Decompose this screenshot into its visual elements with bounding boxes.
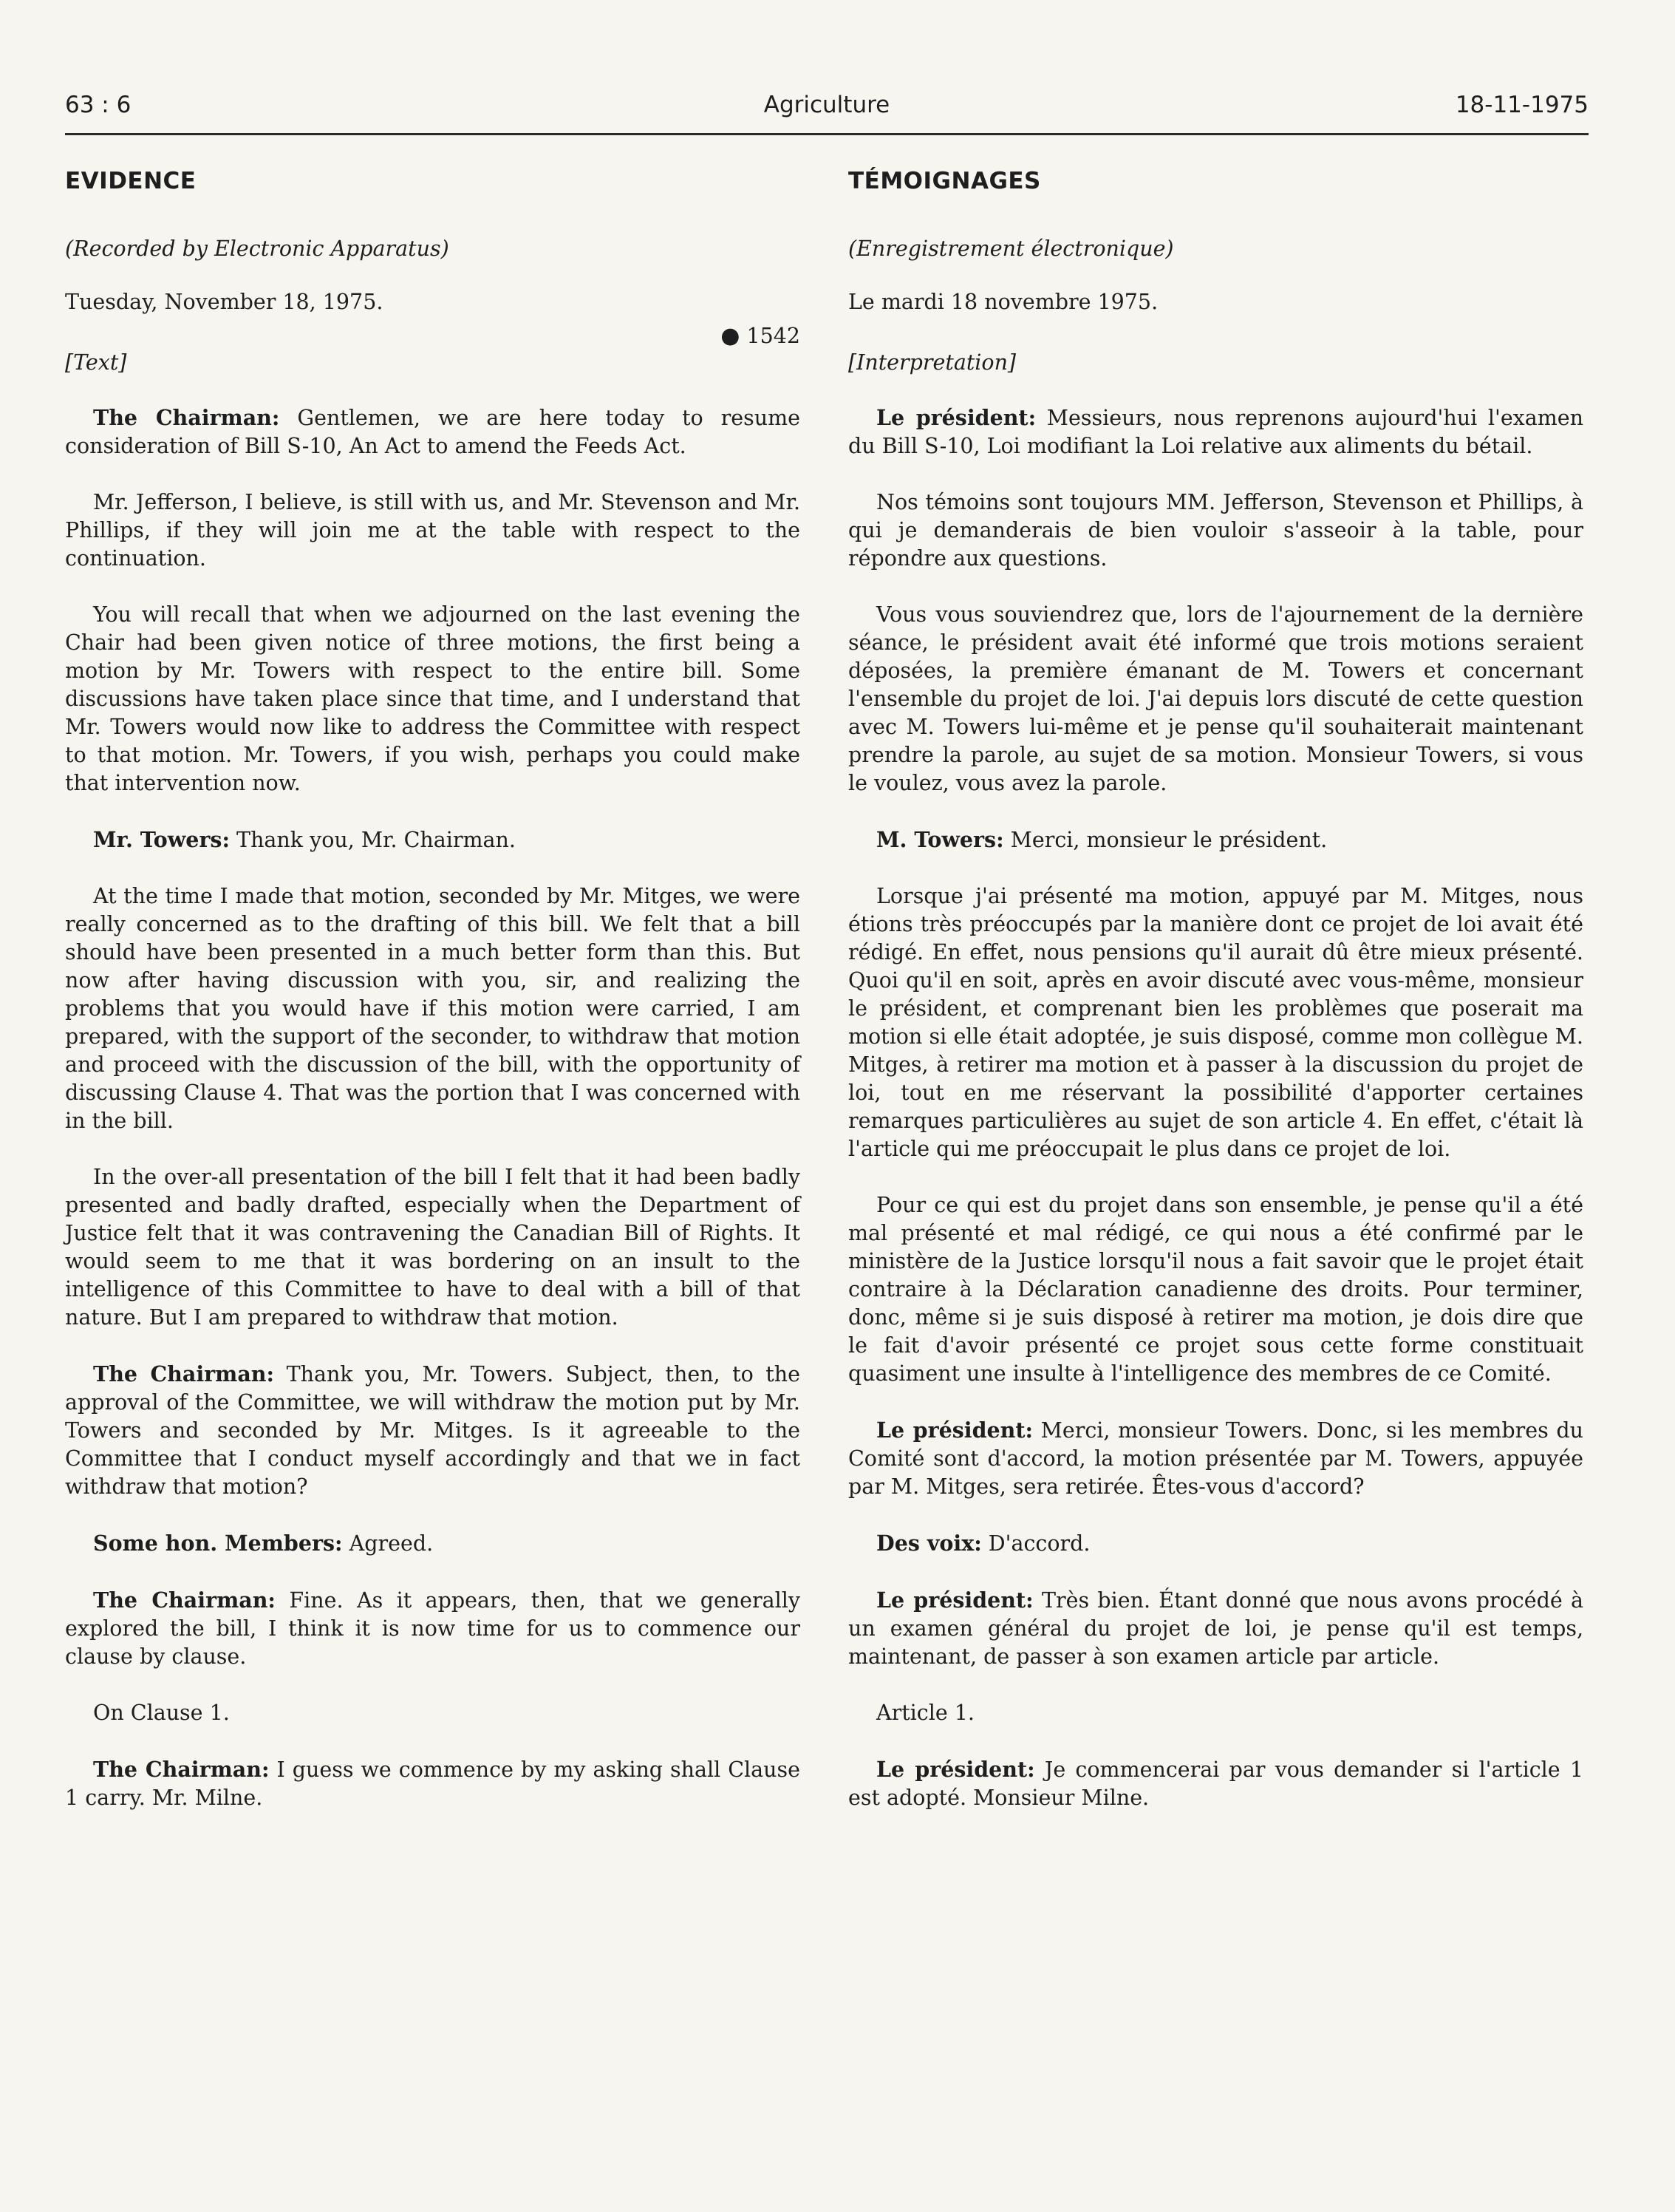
paragraph-text: Agreed. (342, 1531, 434, 1556)
paragraph-text: Pour ce qui est du projet dans son ensemble, je pense qu'il a été mal présenté et mal rédigé, ce qui nous a été confirmé par le ministère de la Justice lorsqu'il nous a fait savoir que le projet était contraire à la Déclaration canadienne des droits. Pour terminer, donc, même si je suis disposé à retirer ma motion, je dois dire que le fait d'avoir présenté ce projet sous cette forme constituait quasiment une insulte à l'intelligence des membres de ce Comité. (848, 1193, 1583, 1386)
paragraph-text: Mr. Jefferson, I believe, is still with us, and Mr. Stevenson and Mr. Phillips, if they will join me at the table with respect to the continuation. (65, 490, 800, 571)
paragraph-text: Lorsque j'ai présenté ma motion, appuyé par M. Mitges, nous étions très préoccupés par la manière dont ce projet de loi avait été rédigé. En effet, nous pensions qu'il aurait dû être mieux présenté. Quoi qu'il en soit, après en avoir discuté avec vous-même, monsieur le président, et comprenant bien les problèmes que poserait ma motion si elle était adoptée, je suis disposé, comme mon collègue M. Mitges, à retirer ma motion et à passer à la discussion du projet de loi, tout en me réservant la possibilité d'apporter certaines remarques particulières au sujet de son article 4. En effet, c'était là l'article qui me préoccupait le plus dans ce projet de loi. (848, 884, 1583, 1161)
transcript-paragraph (65, 882, 800, 1135)
paragraph-text: Nos témoins sont toujours MM. Jefferson, Stevenson et Phillips, à qui je demanderais de bien vouloir s'asseoir à la table, pour répondre aux questions. (848, 490, 1583, 571)
transcript-paragraph (848, 1755, 1583, 1812)
transcript-paragraph (848, 489, 1583, 573)
paragraph-text: On Clause 1. (93, 1701, 230, 1725)
transcript-paragraph (848, 601, 1583, 797)
paragraph-text: Messieurs, nous reprenons aujourd'hui l'examen du Bill S-10, Loi modifiant la Loi relative aux aliments du bétail. (848, 406, 1583, 458)
speaker-name: Le président: (876, 1757, 1035, 1782)
transcript-paragraph (65, 601, 800, 797)
paragraph-text: Merci, monsieur Towers. Donc, si les membres du Comité sont d'accord, la motion présentée par M. Towers, appuyée par M. Mitges, sera retirée. Êtes-vous d'accord? (848, 1418, 1583, 1499)
transcript-paragraph (65, 1699, 800, 1727)
speaker-name: The Chairman: (93, 1361, 275, 1386)
transcript-paragraph (848, 1191, 1583, 1388)
speaker-name: M. Towers: (876, 827, 1004, 852)
speaker-name: The Chairman: (93, 405, 280, 430)
sitting-date: Tuesday, November 18, 1975. (65, 290, 383, 314)
paragraph-text: Fine. As it appears, then, that we generally explored the bill, I think it is now time for us to commence our clause by clause. (65, 1588, 800, 1669)
speaker-name: Mr. Towers: (93, 827, 230, 852)
page-number: 63 : 6 (65, 92, 132, 118)
transcript-paragraph (65, 489, 800, 573)
paragraph-text: In the over-all presentation of the bill I felt that it had been badly presented and badly drafted, especially when the Department of Justice felt that it was contravening the Canadian Bill of Rights. It would seem to me that it was bordering on an insult to the intelligence of this Committee to have to deal with a bill of that nature. But I am prepared to withdraw that motion. (65, 1165, 800, 1330)
time-stamp: 1542 (746, 324, 800, 348)
transcript-paragraph (848, 404, 1583, 460)
page-header (65, 87, 1589, 135)
transcript-paragraph (848, 1586, 1583, 1671)
transcript-paragraph (848, 1416, 1583, 1501)
english-column (65, 167, 800, 1840)
paragraph-text: Article 1. (876, 1701, 975, 1725)
recording-note: (Recorded by Electronic Apparatus) (65, 236, 449, 261)
paragraph-text: At the time I made that motion, seconded by Mr. Mitges, we were really concerned as to the drafting of this bill. We felt that a bill should have been presented in a much better form than this. But now after having discussion with you, sir, and realizing the problems that you would have if this motion were carried, I am prepared, with the support of the seconder, to withdraw that motion and proceed with the discussion of the bill, with the opportunity of discussing Clause 4. That was the portion that I was concerned with in the bill. (65, 884, 800, 1133)
journal-title: Agriculture (763, 92, 890, 118)
french-column (848, 167, 1583, 1840)
transcript-paragraph (65, 404, 800, 460)
transcript-paragraph (848, 1529, 1583, 1558)
speaker-name: Le président: (876, 405, 1037, 430)
language-tag: [Text] (65, 350, 127, 375)
temoignages-heading: TÉMOIGNAGES (848, 168, 1041, 194)
paragraph-text: Je commencerai par vous demander si l'article 1 est adopté. Monsieur Milne. (848, 1757, 1584, 1810)
transcript-paragraph (848, 826, 1583, 854)
transcript-paragraph (65, 1755, 800, 1812)
paragraph-text: Thank you, Mr. Chairman. (230, 828, 516, 852)
french-transcript (848, 404, 1583, 1812)
paragraph-text: Gentlemen, we are here today to resume consideration of Bill S-10, An Act to amend the Feeds Act. (65, 406, 800, 458)
speaker-name: Des voix: (876, 1531, 982, 1556)
recording-note-fr: (Enregistrement électronique) (848, 236, 1174, 261)
english-transcript (65, 404, 800, 1812)
time-marker (720, 322, 800, 350)
transcript-paragraph (848, 882, 1583, 1163)
transcript-paragraph (848, 1699, 1583, 1727)
speaker-name: Some hon. Members: (93, 1531, 343, 1556)
paragraph-text: You will recall that when we adjourned on the last evening the Chair had been given notice of three motions, the first being a motion by Mr. Towers with respect to the entire bill. Some discussions have taken place since that time, and I understand that Mr. Towers would now like to address the Committee with respect to that motion. Mr. Towers, if you wish, perhaps you could make that intervention now. (65, 602, 800, 795)
paragraph-text: Vous vous souviendrez que, lors de l'ajournement de la dernière séance, le président avait été informé que trois motions seraient déposées, la première émanant de M. Towers et concernant l'ensemble du projet de loi. J'ai depuis lors discuté de cette question avec M. Towers lui-même et je pense qu'il souhaiterait maintenant prendre la parole, au sujet de sa motion. Monsieur Towers, si vous le voulez, vous avez la parole. (848, 602, 1583, 795)
paragraph-text: Très bien. Étant donné que nous avons procédé à un examen général du projet de loi, je pense qu'il est temps, maintenant, de passer à son examen article par article. (848, 1588, 1584, 1669)
speaker-name: The Chairman: (93, 1587, 276, 1613)
paragraph-text: D'accord. (981, 1531, 1091, 1556)
bullet-icon: ● (720, 323, 740, 349)
transcript-paragraph (65, 826, 800, 854)
evidence-heading: EVIDENCE (65, 168, 197, 194)
transcript-paragraph (65, 1529, 800, 1558)
paragraph-text: Merci, monsieur le président. (1003, 828, 1328, 852)
speaker-name: Le président: (876, 1587, 1034, 1613)
language-tag-fr: [Interpretation] (848, 350, 1017, 375)
speaker-name: Le président: (876, 1418, 1034, 1443)
header-date: 18-11-1975 (1455, 92, 1589, 118)
transcript-paragraph (65, 1360, 800, 1501)
paragraph-text: I guess we commence by my asking shall Clause 1 carry. Mr. Milne. (65, 1757, 801, 1810)
transcript-paragraph (65, 1586, 800, 1671)
paragraph-text: Thank you, Mr. Towers. Subject, then, to the approval of the Committee, we will withdraw the motion put by Mr. Towers and seconded by Mr. Mitges. Is it agreeable to the Committee that I conduct myself accordingly and that we in fact withdraw that motion? (65, 1362, 800, 1499)
sitting-date-fr: Le mardi 18 novembre 1975. (848, 290, 1159, 314)
transcript-paragraph (65, 1163, 800, 1332)
speaker-name: The Chairman: (93, 1757, 270, 1782)
